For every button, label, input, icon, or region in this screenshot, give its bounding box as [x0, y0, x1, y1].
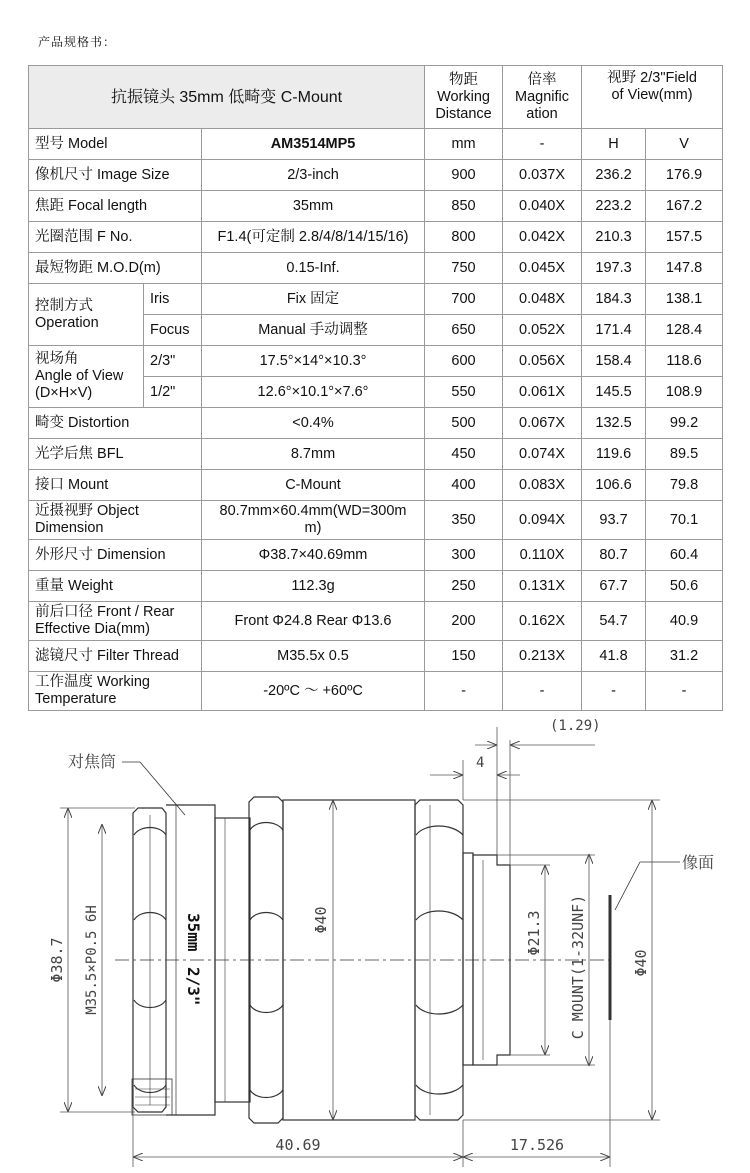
fov-v: 138.1: [646, 284, 723, 315]
fov-v: 79.8: [646, 470, 723, 501]
fov-wd: -: [425, 672, 503, 711]
fov-v: 176.9: [646, 160, 723, 191]
fov-mag: 0.042X: [503, 222, 582, 253]
fov-h: 106.6: [582, 470, 646, 501]
fov-v: 118.6: [646, 346, 723, 377]
dim-phi-40-body: Φ40: [312, 906, 330, 934]
spec-value: 112.3g: [202, 571, 425, 602]
fov-wd: 850: [425, 191, 503, 222]
fov-h: 184.3: [582, 284, 646, 315]
spec-row: [29, 501, 723, 540]
spec-label: 重量 Weight: [29, 571, 202, 602]
spec-value: M35.5x 0.5: [202, 641, 425, 672]
fov-mag: 0.040X: [503, 191, 582, 222]
unit-mag: -: [503, 129, 582, 160]
header-row: [29, 66, 723, 129]
spec-value: Fix 固定: [202, 284, 425, 315]
fov-h: 210.3: [582, 222, 646, 253]
product-title: 抗振镜头 35mm 低畸变 C-Mount: [29, 66, 425, 129]
spec-label: 焦距 Focal length: [29, 191, 202, 222]
spec-row: [29, 222, 723, 253]
model-value: AM3514MP5: [202, 129, 425, 160]
fov-mag: -: [503, 672, 582, 711]
col-field-of-view: 视野 2/3"Field of View(mm): [582, 66, 723, 129]
spec-value: 8.7mm: [202, 439, 425, 470]
dim-40-69: 40.69: [275, 1136, 321, 1154]
spec-row: [29, 346, 723, 377]
spec-value: 80.7mm×60.4mm(WD=300m m): [202, 501, 425, 540]
spec-label: 像机尺寸 Image Size: [29, 160, 202, 191]
label-focus-barrel: 对焦筒: [68, 752, 117, 771]
fov-v: 147.8: [646, 253, 723, 284]
lens-drawing: [0, 705, 750, 1173]
fov-wd: 700: [425, 284, 503, 315]
fov-h: 67.7: [582, 571, 646, 602]
spec-value: Manual 手动调整: [202, 315, 425, 346]
fov-wd: 450: [425, 439, 503, 470]
fov-wd: 300: [425, 540, 503, 571]
fov-v: 99.2: [646, 408, 723, 439]
fov-v: 157.5: [646, 222, 723, 253]
spec-row: [29, 160, 723, 191]
dim-4: 4: [476, 755, 485, 771]
fov-wd: 150: [425, 641, 503, 672]
col-magnification: 倍率 Magnific ation: [503, 66, 582, 129]
col-v: V: [646, 129, 723, 160]
dim-phi-40-right: Φ40: [632, 949, 650, 977]
spec-value: C-Mount: [202, 470, 425, 501]
spec-label: 畸变 Distortion: [29, 408, 202, 439]
spec-label: 前后口径 Front / Rear Effective Dia(mm): [29, 602, 202, 641]
fov-h: 223.2: [582, 191, 646, 222]
fov-mag: 0.131X: [503, 571, 582, 602]
spec-row: [29, 408, 723, 439]
dim-c-mount: C MOUNT(1-32UNF): [569, 894, 587, 1040]
spec-sublabel: Iris: [144, 284, 202, 315]
spec-value: Front Φ24.8 Rear Φ13.6: [202, 602, 425, 641]
fov-wd: 750: [425, 253, 503, 284]
spec-row: [29, 439, 723, 470]
spec-sublabel: 1/2": [144, 377, 202, 408]
fov-wd: 800: [425, 222, 503, 253]
fov-v: 31.2: [646, 641, 723, 672]
fov-h: -: [582, 672, 646, 711]
fov-v: 89.5: [646, 439, 723, 470]
fov-mag: 0.213X: [503, 641, 582, 672]
spec-row: [29, 641, 723, 672]
fov-wd: 600: [425, 346, 503, 377]
fov-h: 80.7: [582, 540, 646, 571]
fov-mag: 0.094X: [503, 501, 582, 540]
fov-h: 197.3: [582, 253, 646, 284]
spec-row: [29, 602, 723, 641]
spec-value: Φ38.7×40.69mm: [202, 540, 425, 571]
spec-row: [29, 540, 723, 571]
fov-wd: 200: [425, 602, 503, 641]
spec-sublabel: 2/3": [144, 346, 202, 377]
fov-v: 108.9: [646, 377, 723, 408]
spec-value: <0.4%: [202, 408, 425, 439]
fov-mag: 0.037X: [503, 160, 582, 191]
dim-thread: M35.5×P0.5 6H: [84, 905, 100, 1015]
fov-mag: 0.052X: [503, 315, 582, 346]
spec-value: 35mm: [202, 191, 425, 222]
fov-wd: 650: [425, 315, 503, 346]
dim-phi-38-7: Φ38.7: [48, 937, 66, 983]
fov-v: 167.2: [646, 191, 723, 222]
fov-h: 171.4: [582, 315, 646, 346]
col-h: H: [582, 129, 646, 160]
fov-h: 41.8: [582, 641, 646, 672]
spec-label: 最短物距 M.O.D(m): [29, 253, 202, 284]
fov-mag: 0.048X: [503, 284, 582, 315]
fov-mag: 0.110X: [503, 540, 582, 571]
fov-h: 119.6: [582, 439, 646, 470]
spec-value: 12.6°×10.1°×7.6°: [202, 377, 425, 408]
spec-row: [29, 571, 723, 602]
dim-1-29: (1.29): [550, 718, 601, 734]
spec-label: 光学后焦 BFL: [29, 439, 202, 470]
spec-label: 近摄视野 Object Dimension: [29, 501, 202, 540]
fov-mag: 0.056X: [503, 346, 582, 377]
spec-label: 接口 Mount: [29, 470, 202, 501]
fov-v: 40.9: [646, 602, 723, 641]
fov-wd: 350: [425, 501, 503, 540]
model-label: 型号 Model: [29, 129, 202, 160]
spec-table: [28, 65, 723, 711]
fov-wd: 500: [425, 408, 503, 439]
fov-v: 50.6: [646, 571, 723, 602]
unit-wd: mm: [425, 129, 503, 160]
c-mount: [463, 853, 510, 1065]
fov-wd: 900: [425, 160, 503, 191]
fov-mag: 0.067X: [503, 408, 582, 439]
spec-row: [29, 470, 723, 501]
fov-v: 60.4: [646, 540, 723, 571]
model-row: [29, 129, 723, 160]
fov-h: 54.7: [582, 602, 646, 641]
page-title: 产品规格书：: [38, 35, 117, 49]
spec-row: [29, 191, 723, 222]
dim-17-526: 17.526: [509, 1136, 565, 1154]
fov-wd: 250: [425, 571, 503, 602]
spec-label: 光圈范围 F No.: [29, 222, 202, 253]
spec-value: F1.4(可定制 2.8/4/8/14/15/16): [202, 222, 425, 253]
fov-mag: 0.074X: [503, 439, 582, 470]
fov-h: 158.4: [582, 346, 646, 377]
spec-value: 0.15-Inf.: [202, 253, 425, 284]
lens-marking-focal: 35mm: [184, 913, 203, 952]
fov-h: 93.7: [582, 501, 646, 540]
spec-label: 视场角 Angle of View (D×H×V): [29, 346, 144, 408]
spec-sublabel: Focus: [144, 315, 202, 346]
lens-marking-format: 2/3": [184, 967, 203, 1006]
fov-mag: 0.162X: [503, 602, 582, 641]
fov-mag: 0.061X: [503, 377, 582, 408]
fov-v: 128.4: [646, 315, 723, 346]
fov-wd: 400: [425, 470, 503, 501]
spec-label: 滤镜尺寸 Filter Thread: [29, 641, 202, 672]
spec-label: 工作温度 Working Temperature: [29, 672, 202, 711]
dim-phi-21-3: Φ21.3: [525, 910, 543, 956]
fov-h: 145.5: [582, 377, 646, 408]
spec-value: 2/3-inch: [202, 160, 425, 191]
spec-row: [29, 253, 723, 284]
fov-v: -: [646, 672, 723, 711]
fov-v: 70.1: [646, 501, 723, 540]
fov-mag: 0.045X: [503, 253, 582, 284]
spec-value: 17.5°×14°×10.3°: [202, 346, 425, 377]
spec-row: [29, 284, 723, 315]
label-image-plane: 像面: [682, 853, 715, 872]
spec-label: 控制方式 Operation: [29, 284, 144, 346]
spec-value: -20ºC ～ +60ºC: [202, 672, 425, 711]
fov-h: 236.2: [582, 160, 646, 191]
spec-label: 外形尺寸 Dimension: [29, 540, 202, 571]
fov-wd: 550: [425, 377, 503, 408]
fov-h: 132.5: [582, 408, 646, 439]
fov-mag: 0.083X: [503, 470, 582, 501]
col-working-distance: 物距 Working Distance: [425, 66, 503, 129]
